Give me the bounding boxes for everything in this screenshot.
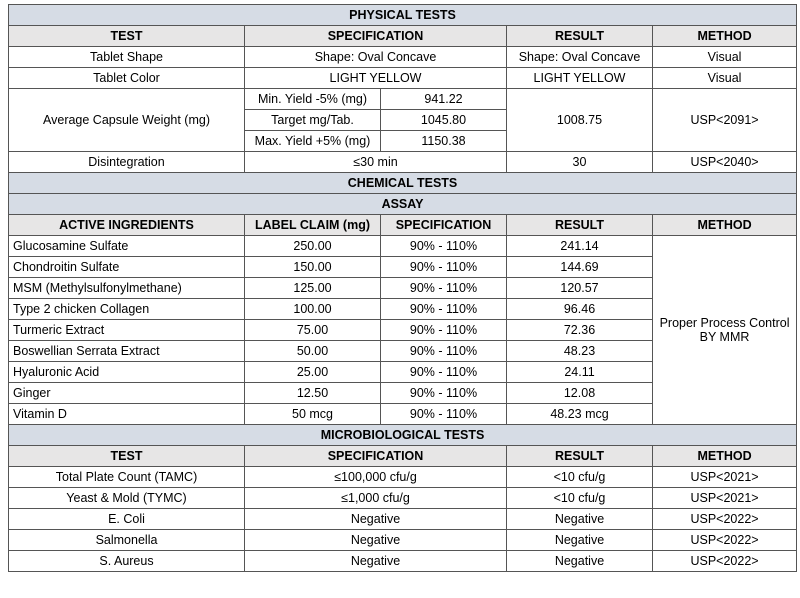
method-value: USP<2021> bbox=[653, 467, 797, 488]
ingredient-name: MSM (Methylsulfonylmethane) bbox=[9, 278, 245, 299]
method-value: Visual bbox=[653, 68, 797, 89]
spec-value: 90% - 110% bbox=[381, 362, 507, 383]
microbiological-tests-title: MICROBIOLOGICAL TESTS bbox=[9, 425, 797, 446]
table-row bbox=[9, 89, 797, 110]
test-name: Total Plate Count (TAMC) bbox=[9, 467, 245, 488]
label-claim: 150.00 bbox=[245, 257, 381, 278]
col-header-result: RESULT bbox=[507, 446, 653, 467]
table-row bbox=[9, 152, 797, 173]
result-value: 96.46 bbox=[507, 299, 653, 320]
method-value: Visual bbox=[653, 47, 797, 68]
label-claim: 50 mcg bbox=[245, 404, 381, 425]
spec-value: Shape: Oval Concave bbox=[245, 47, 507, 68]
spec-value: ≤30 min bbox=[245, 152, 507, 173]
test-name: E. Coli bbox=[9, 509, 245, 530]
spec-value: 90% - 110% bbox=[381, 320, 507, 341]
test-name: Average Capsule Weight (mg) bbox=[9, 89, 245, 152]
sub-spec-label: Max. Yield +5% (mg) bbox=[245, 131, 381, 152]
sub-spec-value: 1150.38 bbox=[381, 131, 507, 152]
table-row bbox=[9, 509, 797, 530]
result-value: 48.23 bbox=[507, 341, 653, 362]
spec-value: 90% - 110% bbox=[381, 341, 507, 362]
method-value: USP<2022> bbox=[653, 551, 797, 572]
col-header-spec: SPECIFICATION bbox=[245, 446, 507, 467]
result-value: 72.36 bbox=[507, 320, 653, 341]
col-header-method: METHOD bbox=[653, 215, 797, 236]
sub-spec-value: 941.22 bbox=[381, 89, 507, 110]
spec-value: LIGHT YELLOW bbox=[245, 68, 507, 89]
col-header-claim: LABEL CLAIM (mg) bbox=[245, 215, 381, 236]
result-value: 12.08 bbox=[507, 383, 653, 404]
result-value: <10 cfu/g bbox=[507, 467, 653, 488]
table-row bbox=[9, 551, 797, 572]
col-header-method: METHOD bbox=[653, 446, 797, 467]
col-header-spec: SPECIFICATION bbox=[381, 215, 507, 236]
method-value: USP<2022> bbox=[653, 509, 797, 530]
assay-method: Proper Process Control BY MMR bbox=[653, 236, 797, 425]
table-row bbox=[9, 236, 797, 257]
label-claim: 50.00 bbox=[245, 341, 381, 362]
table-row bbox=[9, 530, 797, 551]
result-value: 24.11 bbox=[507, 362, 653, 383]
col-header-method: METHOD bbox=[653, 26, 797, 47]
spec-value: 90% - 110% bbox=[381, 278, 507, 299]
method-value: USP<2040> bbox=[653, 152, 797, 173]
col-header-spec: SPECIFICATION bbox=[245, 26, 507, 47]
label-claim: 125.00 bbox=[245, 278, 381, 299]
ingredient-name: Hyaluronic Acid bbox=[9, 362, 245, 383]
label-claim: 75.00 bbox=[245, 320, 381, 341]
sub-spec-value: 1045.80 bbox=[381, 110, 507, 131]
table-row bbox=[9, 68, 797, 89]
result-value: 48.23 mcg bbox=[507, 404, 653, 425]
result-value: 144.69 bbox=[507, 257, 653, 278]
spec-value: 90% - 110% bbox=[381, 236, 507, 257]
col-header-ingredient: ACTIVE INGREDIENTS bbox=[9, 215, 245, 236]
test-name: Tablet Color bbox=[9, 68, 245, 89]
sub-spec-label: Target mg/Tab. bbox=[245, 110, 381, 131]
col-header-test: TEST bbox=[9, 26, 245, 47]
test-name: Yeast & Mold (TYMC) bbox=[9, 488, 245, 509]
result-value: 120.57 bbox=[507, 278, 653, 299]
test-name: Disintegration bbox=[9, 152, 245, 173]
test-name: S. Aureus bbox=[9, 551, 245, 572]
method-value: USP<2022> bbox=[653, 530, 797, 551]
sub-spec-label: Min. Yield -5% (mg) bbox=[245, 89, 381, 110]
result-value: Negative bbox=[507, 530, 653, 551]
col-header-result: RESULT bbox=[507, 215, 653, 236]
test-name: Salmonella bbox=[9, 530, 245, 551]
ingredient-name: Vitamin D bbox=[9, 404, 245, 425]
spec-value: 90% - 110% bbox=[381, 299, 507, 320]
result-value: 241.14 bbox=[507, 236, 653, 257]
label-claim: 25.00 bbox=[245, 362, 381, 383]
col-header-test: TEST bbox=[9, 446, 245, 467]
result-value: Shape: Oval Concave bbox=[507, 47, 653, 68]
spec-value: 90% - 110% bbox=[381, 404, 507, 425]
table-row bbox=[9, 488, 797, 509]
ingredient-name: Glucosamine Sulfate bbox=[9, 236, 245, 257]
coa-table bbox=[8, 4, 797, 572]
label-claim: 100.00 bbox=[245, 299, 381, 320]
spec-value: Negative bbox=[245, 530, 507, 551]
spec-value: ≤1,000 cfu/g bbox=[245, 488, 507, 509]
spec-value: Negative bbox=[245, 509, 507, 530]
result-value: Negative bbox=[507, 509, 653, 530]
physical-tests-title: PHYSICAL TESTS bbox=[9, 5, 797, 26]
ingredient-name: Type 2 chicken Collagen bbox=[9, 299, 245, 320]
spec-value: 90% - 110% bbox=[381, 257, 507, 278]
col-header-result: RESULT bbox=[507, 26, 653, 47]
table-row bbox=[9, 47, 797, 68]
spec-value: ≤100,000 cfu/g bbox=[245, 467, 507, 488]
spec-value: 90% - 110% bbox=[381, 383, 507, 404]
method-value: USP<2021> bbox=[653, 488, 797, 509]
method-value: USP<2091> bbox=[653, 89, 797, 152]
spec-value: Negative bbox=[245, 551, 507, 572]
table-row bbox=[9, 467, 797, 488]
result-value: Negative bbox=[507, 551, 653, 572]
assay-title: ASSAY bbox=[9, 194, 797, 215]
ingredient-name: Chondroitin Sulfate bbox=[9, 257, 245, 278]
ingredient-name: Ginger bbox=[9, 383, 245, 404]
test-name: Tablet Shape bbox=[9, 47, 245, 68]
result-value: <10 cfu/g bbox=[507, 488, 653, 509]
result-value: LIGHT YELLOW bbox=[507, 68, 653, 89]
chemical-tests-title: CHEMICAL TESTS bbox=[9, 173, 797, 194]
ingredient-name: Turmeric Extract bbox=[9, 320, 245, 341]
ingredient-name: Boswellian Serrata Extract bbox=[9, 341, 245, 362]
result-value: 1008.75 bbox=[507, 89, 653, 152]
label-claim: 12.50 bbox=[245, 383, 381, 404]
result-value: 30 bbox=[507, 152, 653, 173]
label-claim: 250.00 bbox=[245, 236, 381, 257]
